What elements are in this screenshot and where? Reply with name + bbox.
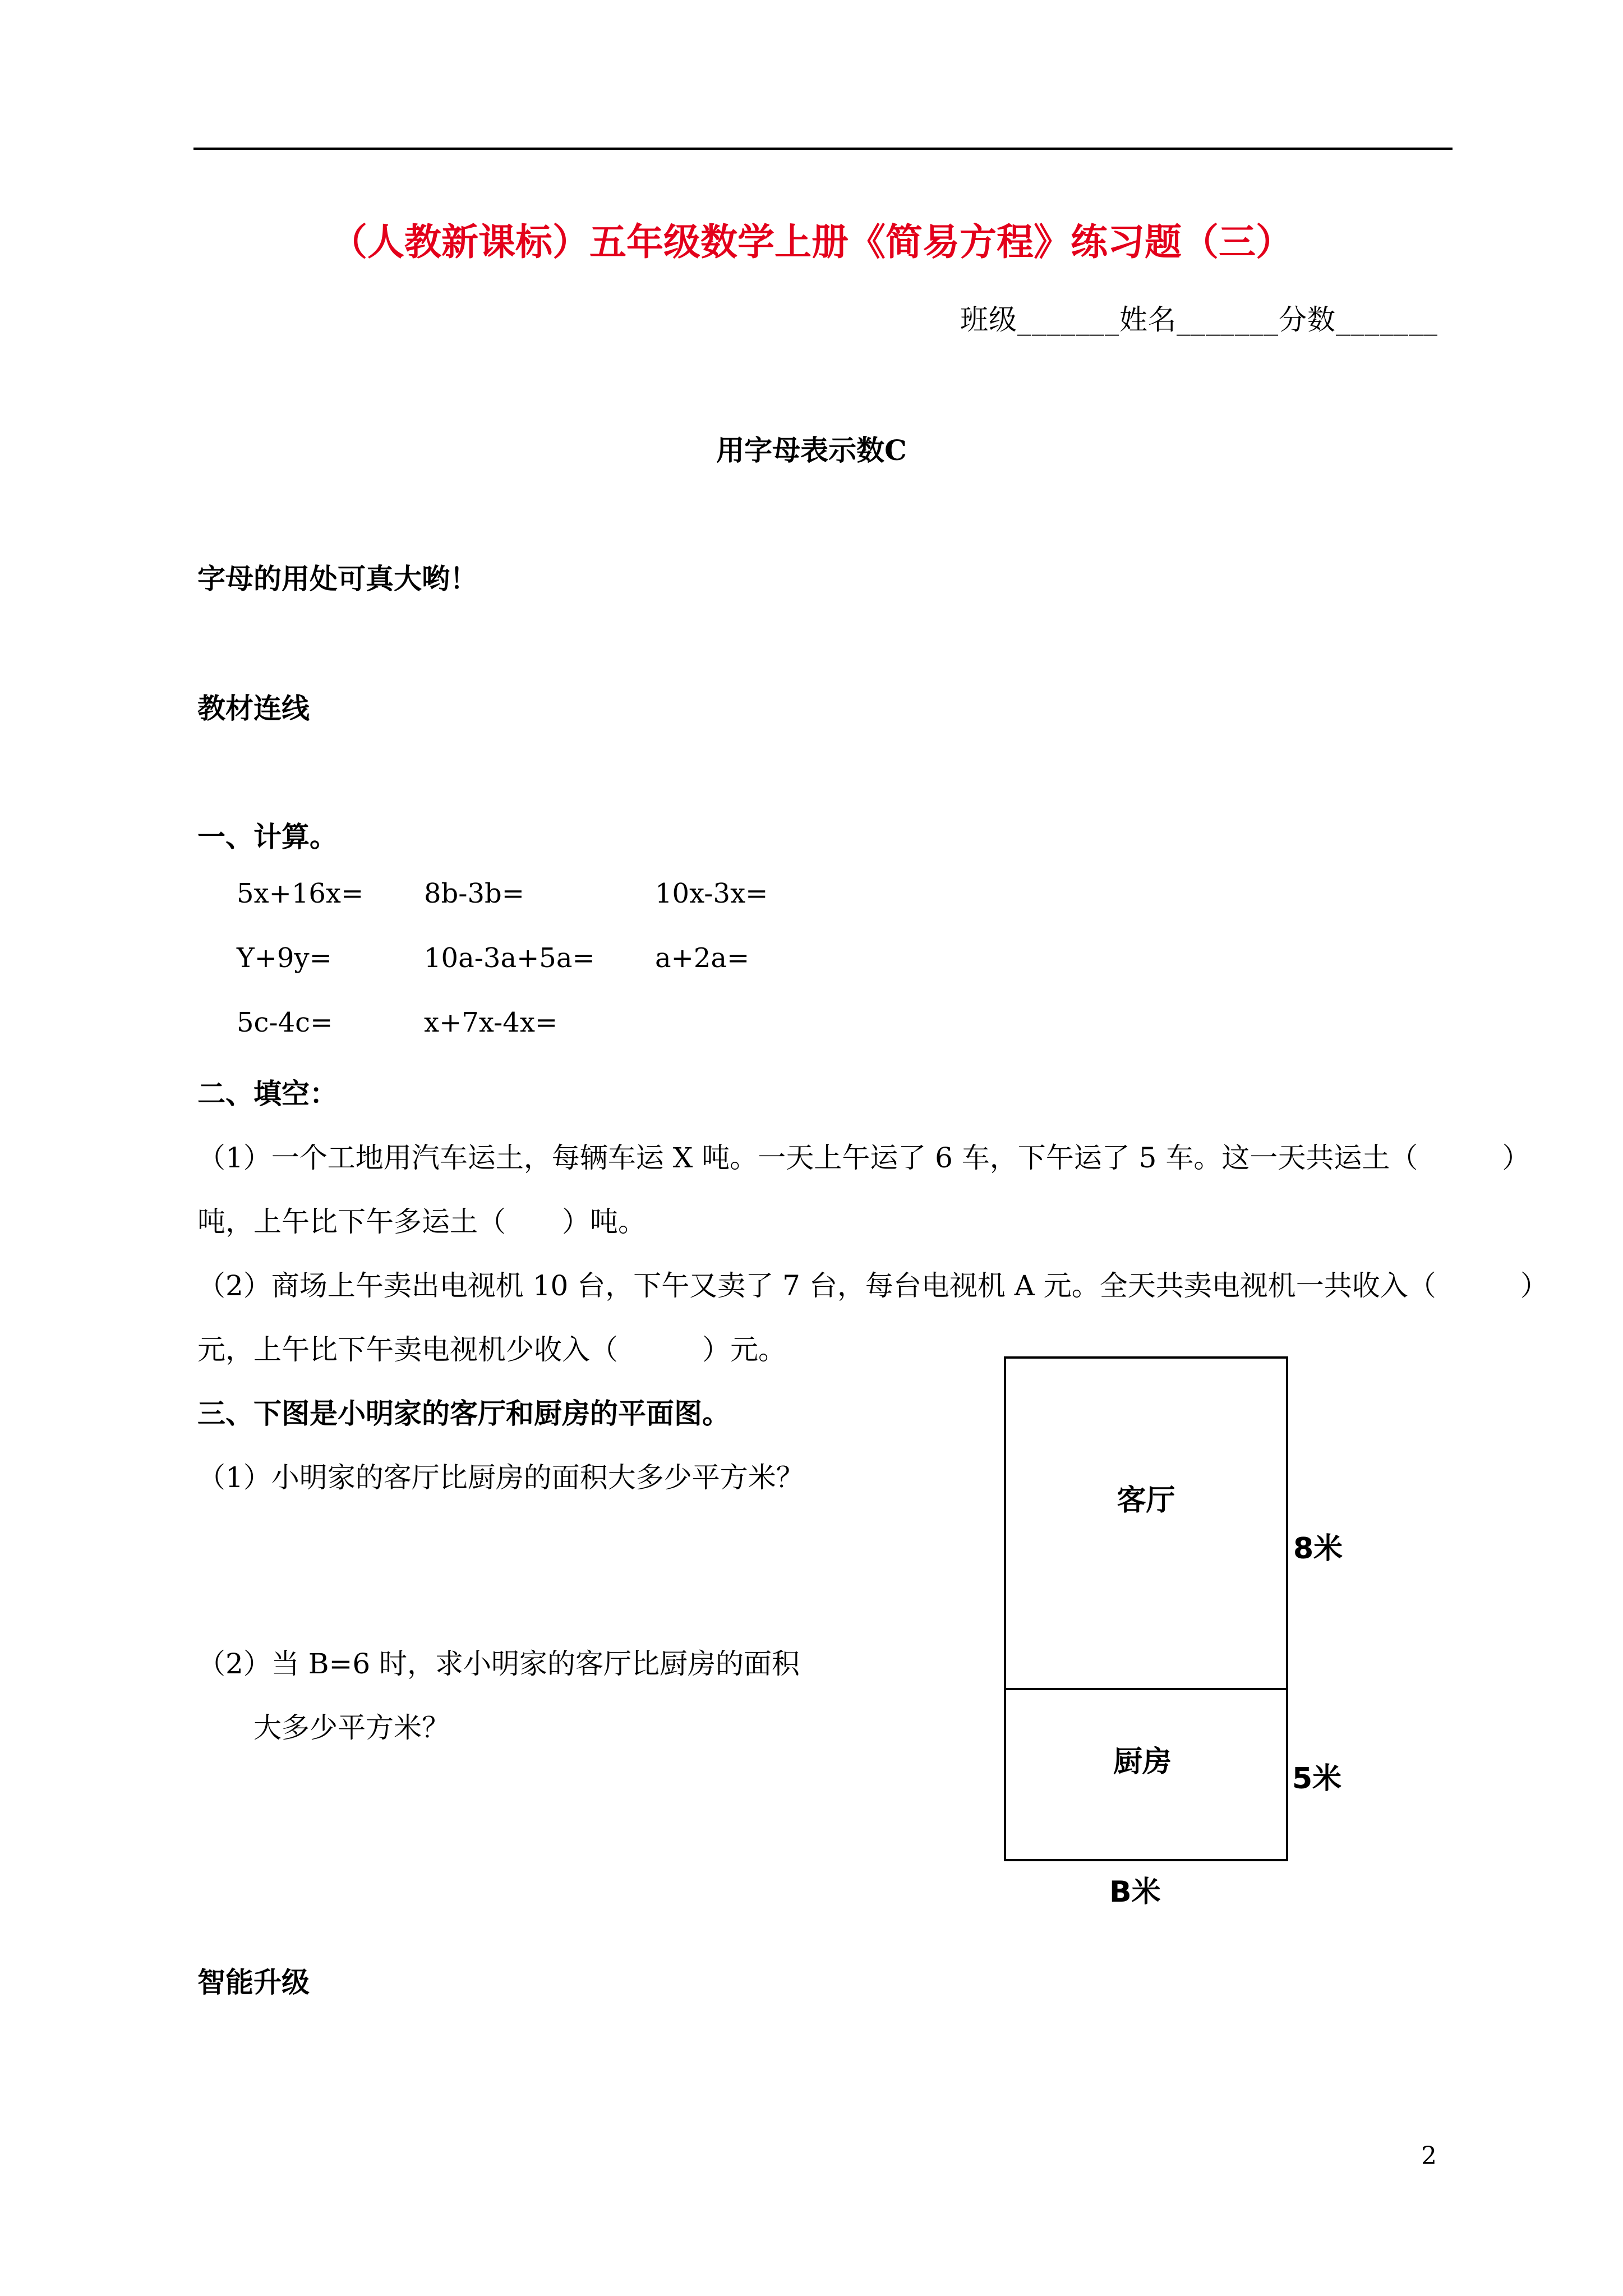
score-label: 分数 (1279, 303, 1336, 336)
kitchen-height-label: 5米 (1292, 1762, 1342, 1796)
page-title: （人教新课标）五年级数学上册《简易方程》练习题（三） (330, 220, 1293, 264)
class-label: 班级 (960, 303, 1017, 336)
q1-expression: 10x-3x= (655, 878, 768, 909)
score-blank: _______ (1336, 303, 1438, 336)
q3-item1: （1）小明家的客厅比厨房的面积大多少平方米？ (197, 1461, 804, 1494)
q1-expression: 8b-3b= (424, 878, 524, 909)
kitchen-label: 厨房 (1113, 1745, 1172, 1779)
width-label: B米 (1109, 1875, 1161, 1909)
q1-expression: 5x+16x= (237, 878, 364, 909)
q1-expression: a+2a= (655, 942, 750, 974)
student-info-line (960, 297, 1438, 338)
q2-item1-line2: 吨，上午比下午多运土（ ）吨。 (197, 1205, 646, 1238)
q2-item1-line1: （1）一个工地用汽车运土，每辆车运 X 吨。一天上午运了 6 车，下午运了 5 车。这一天共运土（ ） (197, 1142, 1530, 1174)
class-blank: _______ (1017, 303, 1119, 336)
q1-expression: x+7x-4x= (424, 1007, 558, 1038)
section-advanced: 智能升级 (197, 1966, 310, 1999)
kitchen-area (1004, 1688, 1288, 1861)
q1-expression: 10a-3a+5a= (424, 942, 595, 974)
q3-item2-line1: （2）当 B=6 时，求小明家的客厅比厨房的面积 (197, 1648, 800, 1680)
q3-heading: 三、下图是小明家的客厅和厨房的平面图。 (197, 1397, 730, 1430)
q1-expression: Y+9y= (237, 942, 332, 974)
q1-expression: 5c-4c= (237, 1007, 333, 1038)
q2-item2-line1: （2）商场上午卖出电视机 10 台，下午又卖了 7 台，每台电视机 A 元。全天共卖电视机一共收入（ ） (197, 1269, 1548, 1302)
lesson-title: 用字母表示数C (716, 434, 907, 467)
q1-heading: 一、计算。 (197, 820, 338, 853)
q2-heading: 二、填空： (197, 1077, 338, 1110)
living-room-label: 客厅 (1117, 1484, 1175, 1517)
intro-text: 字母的用处可真大哟！ (197, 562, 478, 595)
name-label: 姓名 (1119, 303, 1177, 336)
q3-item2-line2: 大多少平方米？ (253, 1711, 450, 1744)
q2-item2-line2: 元，上午比下午卖电视机少收入（ ）元。 (197, 1333, 786, 1366)
section-textbook: 教材连线 (197, 692, 310, 725)
page-number: 2 (1421, 2142, 1437, 2170)
living-room-height-label: 8米 (1293, 1532, 1343, 1566)
name-blank: _______ (1177, 303, 1279, 336)
header-rule (193, 148, 1453, 150)
living-room-area (1004, 1356, 1288, 1690)
